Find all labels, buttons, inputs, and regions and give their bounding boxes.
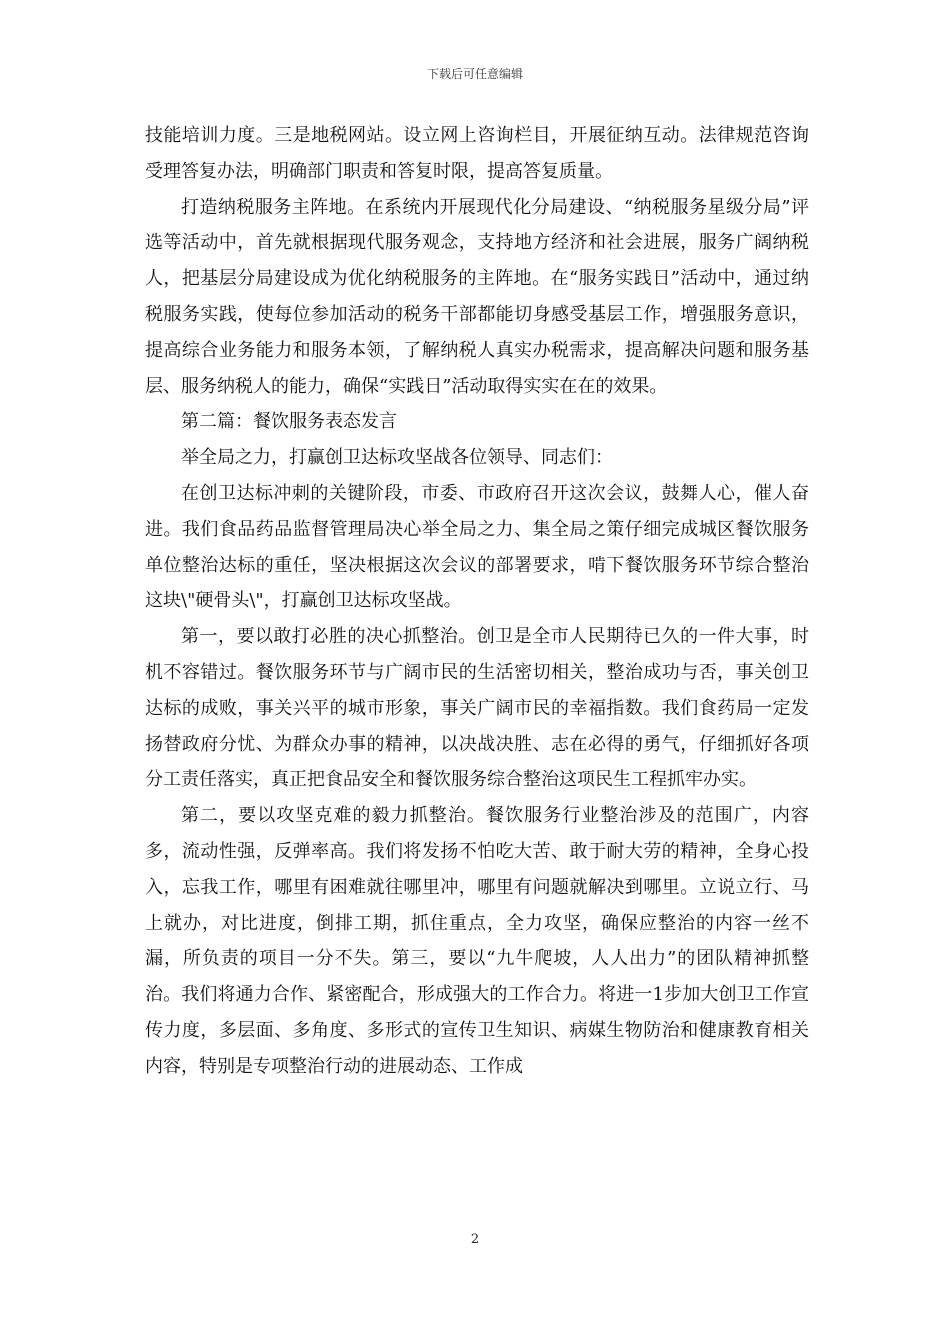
paragraph-5: 在创卫达标冲刺的关键阶段，市委、市政府召开这次会议，鼓舞人心，催人奋进。我们食品药品监督管理局决心举全局之力、集全局之策仔细完成城区餐饮服务单位整治达标的重任，坚决根据这次会议的部署要求，啃下餐饮服务环节综合整治这块\"硬骨头\"，打赢创卫达标攻坚战。 xyxy=(145,482,809,612)
speech-greeting: 举全局之力，打赢创卫达标攻坚战各位领导、同志们： xyxy=(181,447,613,469)
section-title: 第二篇：餐饮服务表态发言 xyxy=(181,411,397,433)
paragraph-7: 第二，要以攻坚克难的毅力抓整治。餐饮服务行业整治涉及的范围广，内容多，流动性强，反弹率高。我们将发扬不怕吃大苦、敢于耐大劳的精神，全身心投入，忘我工作，哪里有困难就往哪里冲，哪里有问题就解决到哪里。立说立行、马上就办，对比进度，倒排工期，抓住重点，全力攻坚，确保应整治的内容一丝不漏，所负责的项目一分不失。第三，要以“九牛爬坡，人人出力”的团队精神抓整治。我们将通力合作、紧密配合，形成强大的工作合力。将进一1步加大创卫工作宣传力度，多层面、多角度、多形式的宣传卫生知识、病媒生物防治和健康教育相关内容，特别是专项整治行动的进展动态、工作成 xyxy=(145,805,809,1077)
paragraph-2: 打造纳税服务主阵地。在系统内开展现代化分局建设、“纳税服务星级分局”评选等活动中，首先就根据现代服务观念，支持地方经济和社会进展，服务广阔纳税人，把基层分局建设成为优化纳税服务的主阵地。在“服务实践日”活动中，通过纳税服务实践，使每位参加活动的税务干部都能切身感受基层工作，增强服务意识，提高综合业务能力和服务本领，了解纳税人真实办税需求，提高解决问题和服务基层、服务纳税人的能力，确保“实践日”活动取得实实在在的效果。 xyxy=(145,196,809,397)
page-number: 2 xyxy=(470,1232,480,1247)
paragraph-1: 技能培训力度。三是地税网站。设立网上咨询栏目，开展征纳互动。法律规范咨询受理答复办法，明确部门职责和答复时限，提高答复质量。 xyxy=(145,125,809,182)
paragraph-6: 第一，要以敢打必胜的决心抓整治。创卫是全市人民期待已久的一件大事，时机不容错过。餐饮服务环节与广阔市民的生活密切相关，整治成功与否，事关创卫达标的成败，事关兴平的城市形象，事关广阔市民的幸福指数。我们食药局一定发扬替政府分忧、为群众办事的精神，以决战决胜、志在必得的勇气，仔细抓好各项分工责任落实，真正把食品安全和餐饮服务综合整治这项民生工程抓牢办实。 xyxy=(145,626,809,791)
page-header: 下载后可任意编辑 xyxy=(426,67,523,81)
document-body xyxy=(145,118,809,1085)
